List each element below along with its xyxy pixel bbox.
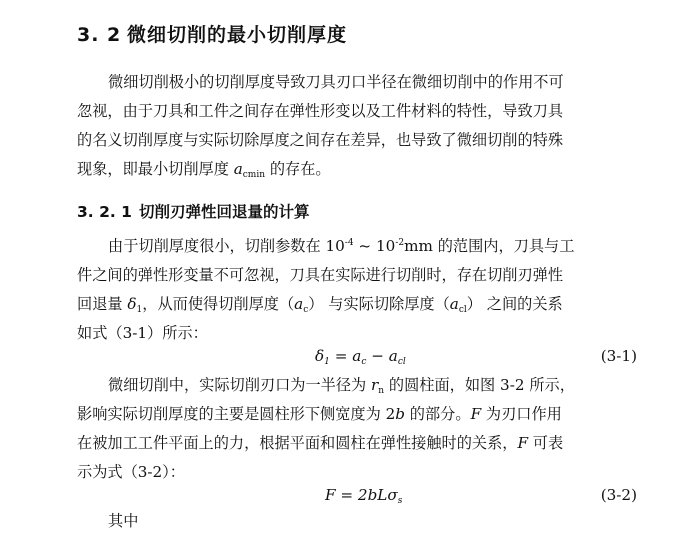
closing-line: 其中 [108, 512, 139, 530]
text-run: ~ 10 [353, 237, 396, 255]
p2-line-1 [77, 232, 637, 261]
math-var: δ [127, 295, 137, 313]
p2-line-2: 件之间的弹性形变量不可忽视，刀具在实际进行切削时，存在切削刃弹性 [77, 266, 563, 284]
math-subscript: c [361, 357, 367, 367]
math-subscript: cl [458, 305, 467, 315]
math-subscript: 1 [324, 357, 330, 367]
text-run: 可表 [527, 434, 564, 452]
math-var: a [233, 160, 243, 178]
text-run: ） 与实际切除厚度（ [308, 295, 450, 313]
text-run: mm 的范围内，刀具与工 [404, 237, 575, 255]
paragraph-2 [77, 232, 637, 348]
math-subscript: n [378, 386, 385, 396]
math-var: a [449, 295, 459, 313]
p3-line-2 [77, 400, 637, 429]
math-subscript: 1 [136, 305, 143, 315]
intro-paragraph [77, 68, 637, 184]
equation-expression [325, 481, 402, 509]
closing-paragraph [77, 507, 637, 536]
math-subscript: cmin [242, 170, 266, 180]
math-var: F [517, 434, 528, 452]
math-var: a [294, 295, 304, 313]
equation-number: (3-1) [600, 347, 637, 365]
math-var: F [470, 405, 482, 423]
p3-line-1 [77, 371, 637, 400]
math-term: − a [366, 347, 398, 365]
equation-number: (3-2) [600, 486, 637, 504]
text-run: 由于切削厚度很小，切削参数在 10 [108, 237, 345, 255]
text-run: 在被加工工件平面上的力，根据平面和圆柱在弹性接触时的关系， [77, 434, 518, 452]
equation-expression [315, 342, 406, 370]
section-title-text: 微细切削的最小切削厚度 [127, 24, 348, 46]
intro-line-1: 微细切削极小的切削厚度导致刀具刃口半径在微细切削中的作用不可 [108, 73, 564, 91]
math-var: b [395, 405, 405, 423]
p3-line-3 [77, 429, 637, 458]
text-run: 现象，即最小切削厚度 [77, 160, 234, 178]
math-superscript: -4 [344, 238, 354, 248]
intro-line-3: 的名义切削厚度与实际切除厚度之间存在差异，也导致了微细切削的特殊 [77, 131, 563, 149]
paragraph-3 [77, 371, 637, 487]
intro-line-2: 忽视，由于刀具和工件之间存在弹性形变以及工件材料的特性，导致刀具 [77, 102, 563, 120]
text-run: ） 之间的关系 [466, 295, 563, 313]
math-subscript: cl [397, 357, 406, 367]
text-run: 微细切削中，实际切削刃口为一半径为 [108, 376, 372, 394]
equation-3-1 [77, 342, 637, 370]
text-run: 的圆柱面，如图 3-2 所示， [384, 376, 575, 394]
intro-line-4 [77, 155, 637, 184]
math-superscript: -2 [395, 238, 405, 248]
subsection-heading [77, 200, 310, 222]
section-number: 3. 2 [77, 24, 122, 46]
p3-line-4: 示为式（3-2）： [77, 463, 185, 481]
text-run: 的存在。 [265, 160, 331, 178]
subsection-title-text: 切削刃弹性回退量的计算 [139, 203, 310, 221]
math-subscript: s [397, 496, 403, 506]
math-subscript: c [303, 305, 309, 315]
text-run: 为刃口作用 [481, 405, 562, 423]
text-run: 影响实际切削厚度的主要是圆柱形下侧宽度为 2 [77, 405, 396, 423]
math-term: F = 2bLσ [325, 486, 398, 504]
text-run: ，从而使得切削厚度（ [142, 295, 295, 313]
section-heading [77, 20, 347, 47]
p2-line-4: 如式（3-1）所示： [77, 324, 208, 342]
subsection-number: 3. 2. 1 [77, 203, 132, 221]
math-var: δ [315, 347, 325, 365]
text-run: 的部分。 [404, 405, 471, 423]
math-var: r [371, 376, 379, 394]
text-run: 回退量 [77, 295, 128, 313]
math-term: = a [329, 347, 362, 365]
p2-line-3 [77, 290, 637, 319]
equation-3-2 [77, 481, 637, 509]
